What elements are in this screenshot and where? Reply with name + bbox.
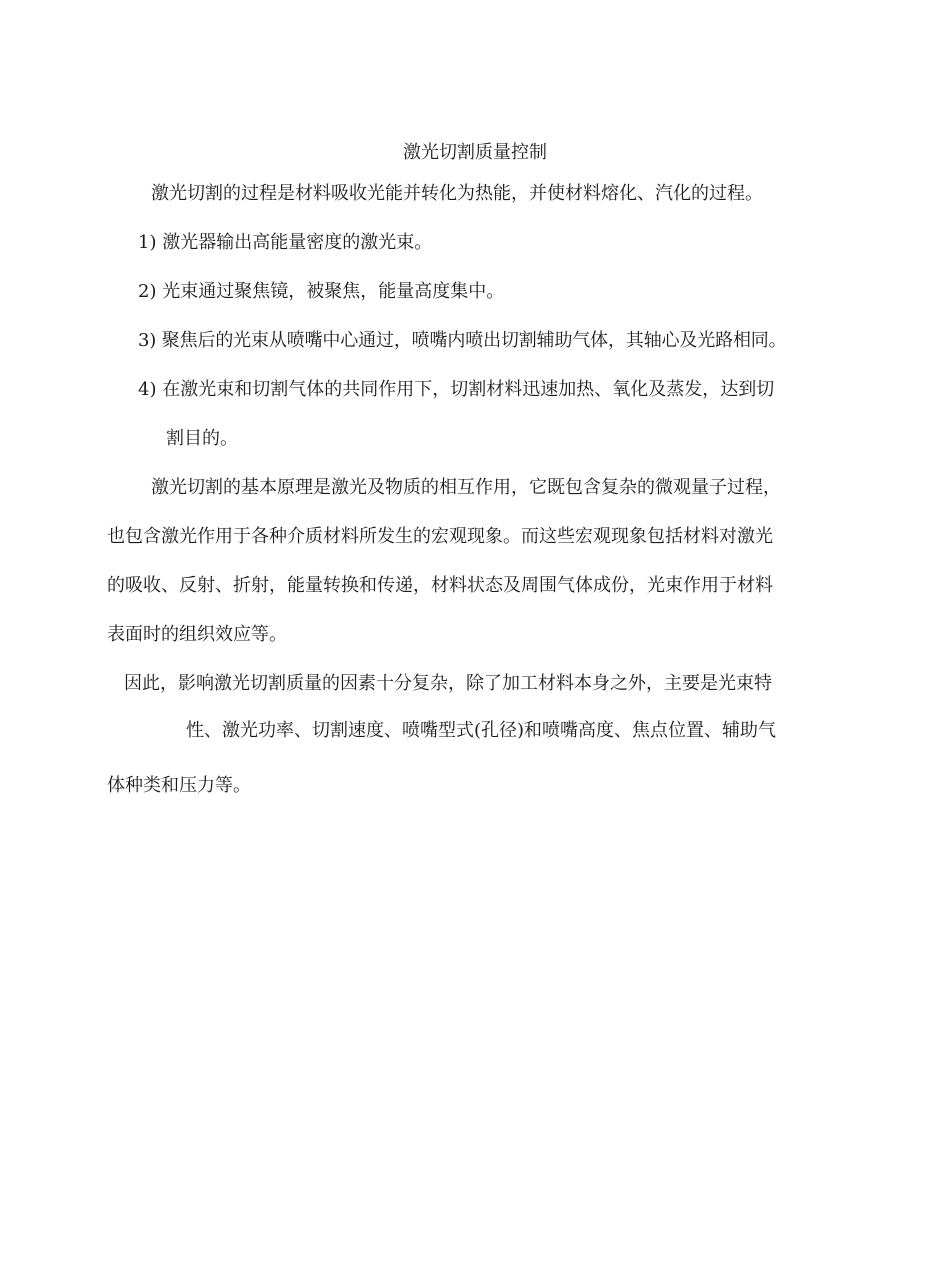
- document-title: 激光切割质量控制: [403, 142, 547, 163]
- step-text: 激光器输出高能量密度的激光束。: [162, 232, 433, 253]
- intro-paragraph: 激光切割的过程是材料吸收光能并转化为热能，并使材料熔化、汽化的过程。: [151, 183, 763, 204]
- principle-line: 激光切割的基本原理是激光及物质的相互作用，它既包含复杂的微观量子过程，: [151, 477, 781, 498]
- step-text: 光束通过聚焦镜，被聚焦，能量高度集中。: [162, 281, 505, 302]
- factors-line: 因此，影响激光切割质量的因素十分复杂，除了加工材料本身之外，主要是光束特: [124, 673, 772, 694]
- principle-line: 的吸收、反射、折射，能量转换和传递，材料状态及周围气体成份，光束作用于材料: [107, 575, 773, 596]
- step-number: 1): [138, 232, 157, 253]
- step-item: [138, 231, 432, 255]
- step-number: 4): [138, 379, 157, 400]
- step-item: [138, 280, 504, 304]
- step-item: [138, 378, 774, 402]
- step-text-continuation: 割目的。: [166, 428, 238, 449]
- step-number: 3): [138, 330, 157, 351]
- step-number: 2): [138, 281, 157, 302]
- step-text: 在激光束和切割气体的共同作用下，切割材料迅速加热、氧化及蒸发，达到切: [162, 379, 775, 400]
- step-text: 聚焦后的光束从喷嘴中心通过，喷嘴内喷出切割辅助气体，其轴心及光路相同。: [161, 330, 787, 351]
- factors-line: 性、激光功率、切割速度、喷嘴型式(孔径)和喷嘴高度、焦点位置、辅助气: [186, 720, 777, 741]
- principle-line: 也包含激光作用于各种介质材料所发生的宏观现象。而这些宏观现象包括材料对激光: [107, 526, 773, 547]
- step-item: [138, 329, 787, 353]
- principle-line: 表面时的组织效应等。: [107, 624, 287, 645]
- factors-line: 体种类和压力等。: [107, 775, 251, 796]
